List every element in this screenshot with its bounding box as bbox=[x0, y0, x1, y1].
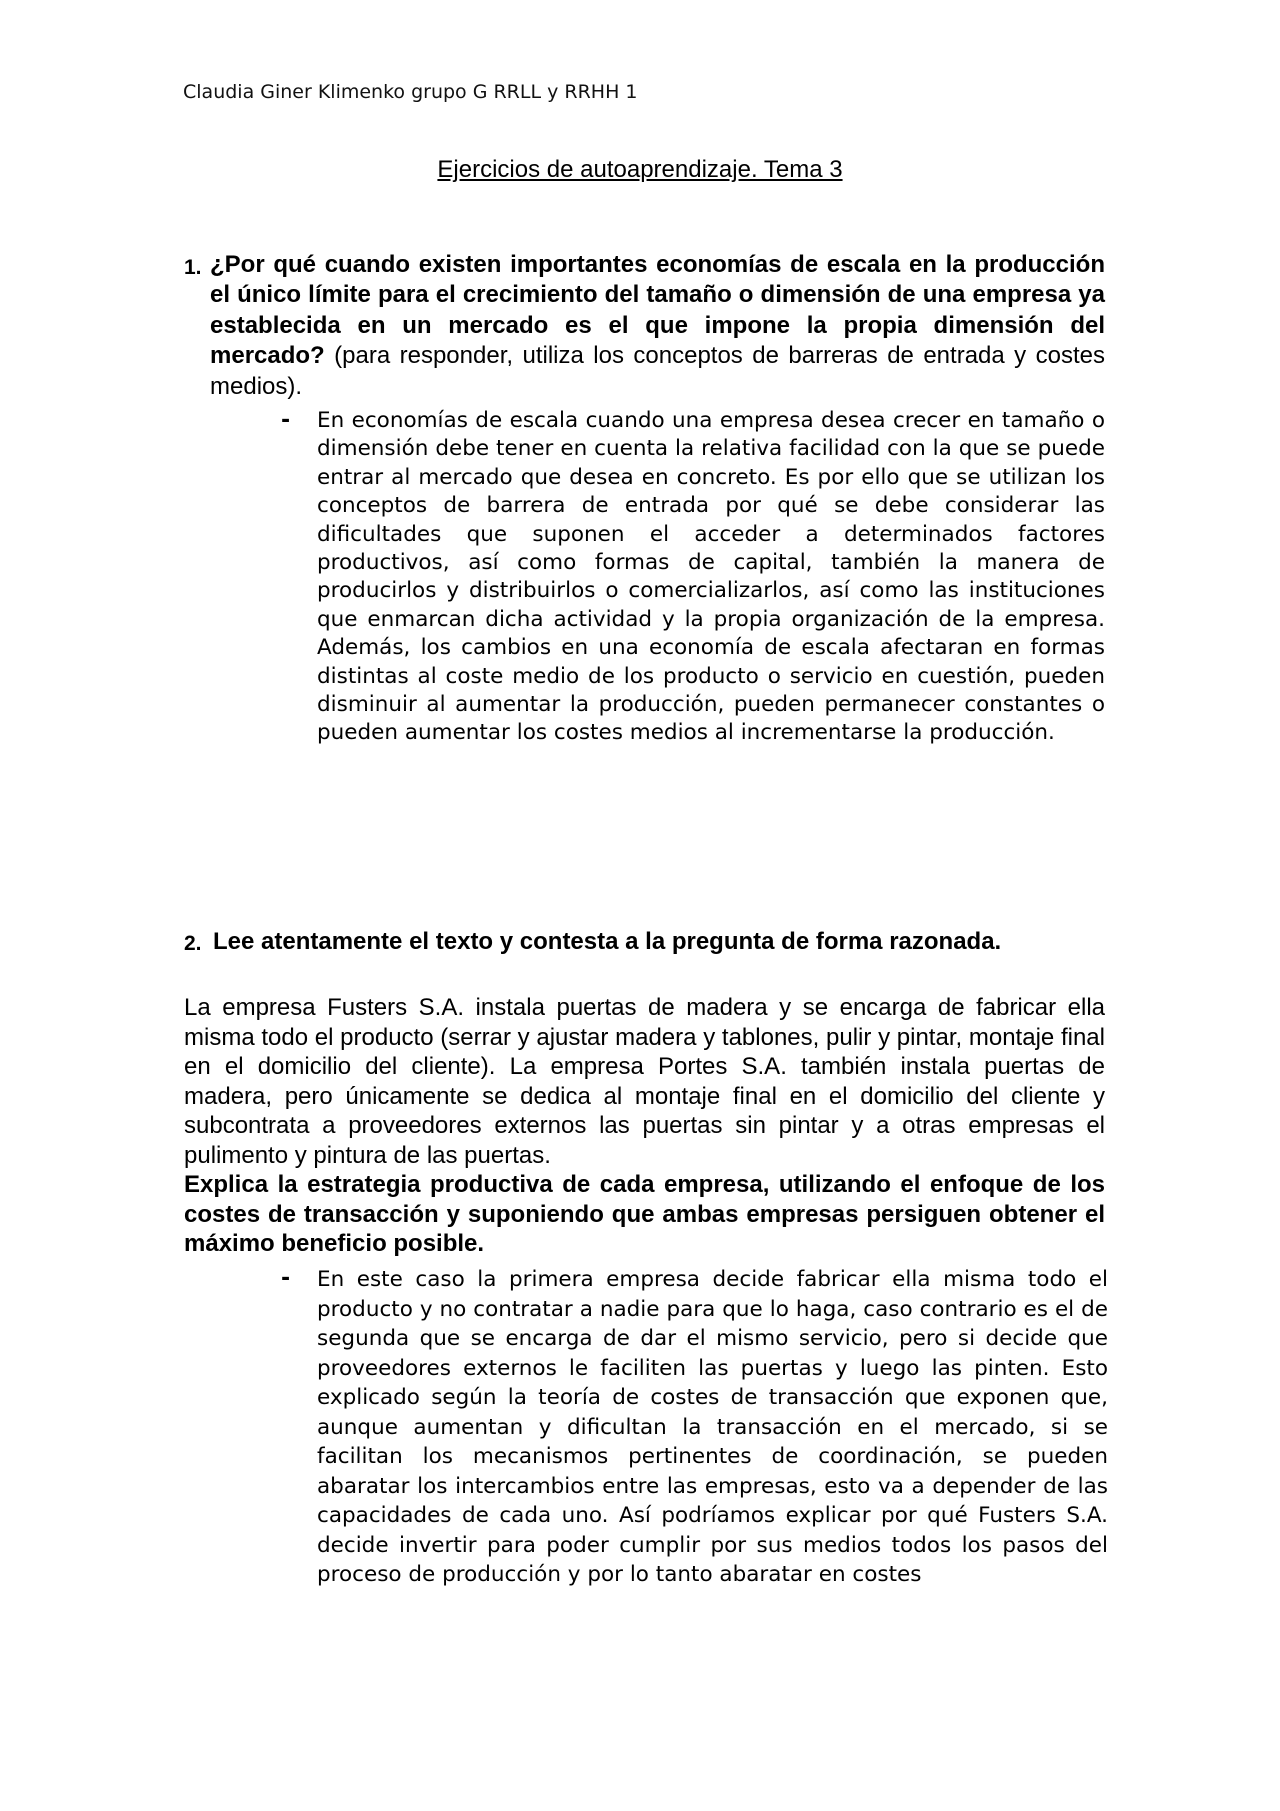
question-2-number: 2. bbox=[184, 932, 202, 955]
question-2-instruction: Explica la estrategia productiva de cada empresa, utilizando el enfoque de los costes de transacción y suponiendo que ambas empresas persiguen obtener el máximo beneficio posible. bbox=[184, 1171, 1105, 1258]
page-header: Claudia Giner Klimenko grupo G RRLL y RRHH 1 bbox=[183, 81, 638, 103]
question-1-number: 1. bbox=[184, 256, 202, 279]
document-title: Ejercicios de autoaprendizaje. Tema 3 bbox=[437, 156, 843, 183]
answer-2-bullet: - bbox=[281, 1266, 291, 1291]
question-2-heading: Lee atentamente el texto y contesta a la pregunta de forma razonada. bbox=[213, 928, 1002, 955]
question-1-text bbox=[210, 250, 1105, 402]
question-2-passage: La empresa Fusters S.A. instala puertas de madera y se encarga de fabricar ella misma todo el producto (serrar y ajustar madera y tablones, pulir y pintar, montaje final en el domicilio del cliente). La empresa Portes S.A. también instala puertas de madera, pero únicamente se dedica al montaje final en el domicilio del cliente y subcontrata a proveedores externos las puertas sin pintar y a otras empresas el pulimento y pintura de las puertas. bbox=[184, 994, 1105, 1169]
answer-1-text: En economías de escala cuando una empresa desea crecer en tamaño o dimensión debe tener en cuenta la relativa facilidad con la que se puede entrar al mercado que desea en concreto. Es por ello que se utilizan los conceptos de barrera de entrada por qué se debe considerar las dificultades que suponen el acceder a determinados factores productivos, así como formas de capital, también la manera de producirlos y distribuirlos o comercializarlos, así como las instituciones que enmarcan dicha actividad y la propia organización de la empresa. Además, los cambios en una economía de escala afectaran en formas distintas al coste medio de los producto o servicio en cuestión, pueden disminuir al aumentar la producción, pueden permanecer constantes o pueden aumentar los costes medios al incrementarse la producción. bbox=[317, 408, 1105, 746]
question-1-note: (para responder, utiliza los conceptos de barreras de entrada y costes medios). bbox=[210, 342, 1105, 400]
answer-1-bullet: - bbox=[281, 408, 291, 433]
answer-2-text: En este caso la primera empresa decide fabricar ella misma todo el producto y no contratar a nadie para que lo haga, caso contrario es el de segunda que se encarga de dar el mismo servicio, pero si decide que proveedores externos le faciliten las puertas y luego las pinten. Esto explicado según la teoría de costes de transacción que exponen que, aunque aumentan y dificultan la transacción en el mercado, si se facilitan los mecanismos pertinentes de coordinación, se pueden abaratar los intercambios entre las empresas, esto va a depender de las capacidades de cada uno. Así podríamos explicar por qué Fusters S.A. decide invertir para poder cumplir por sus medios todos los pasos del proceso de producción y por lo tanto abaratar en costes bbox=[317, 1267, 1108, 1587]
question-1-bold: ¿Por qué cuando existen importantes economías de escala en la producción el único límite para el crecimiento del tamaño o dimensión de una empresa ya establecida en un mercado es el que impone la propia dimensión del mercado? bbox=[210, 251, 1105, 370]
